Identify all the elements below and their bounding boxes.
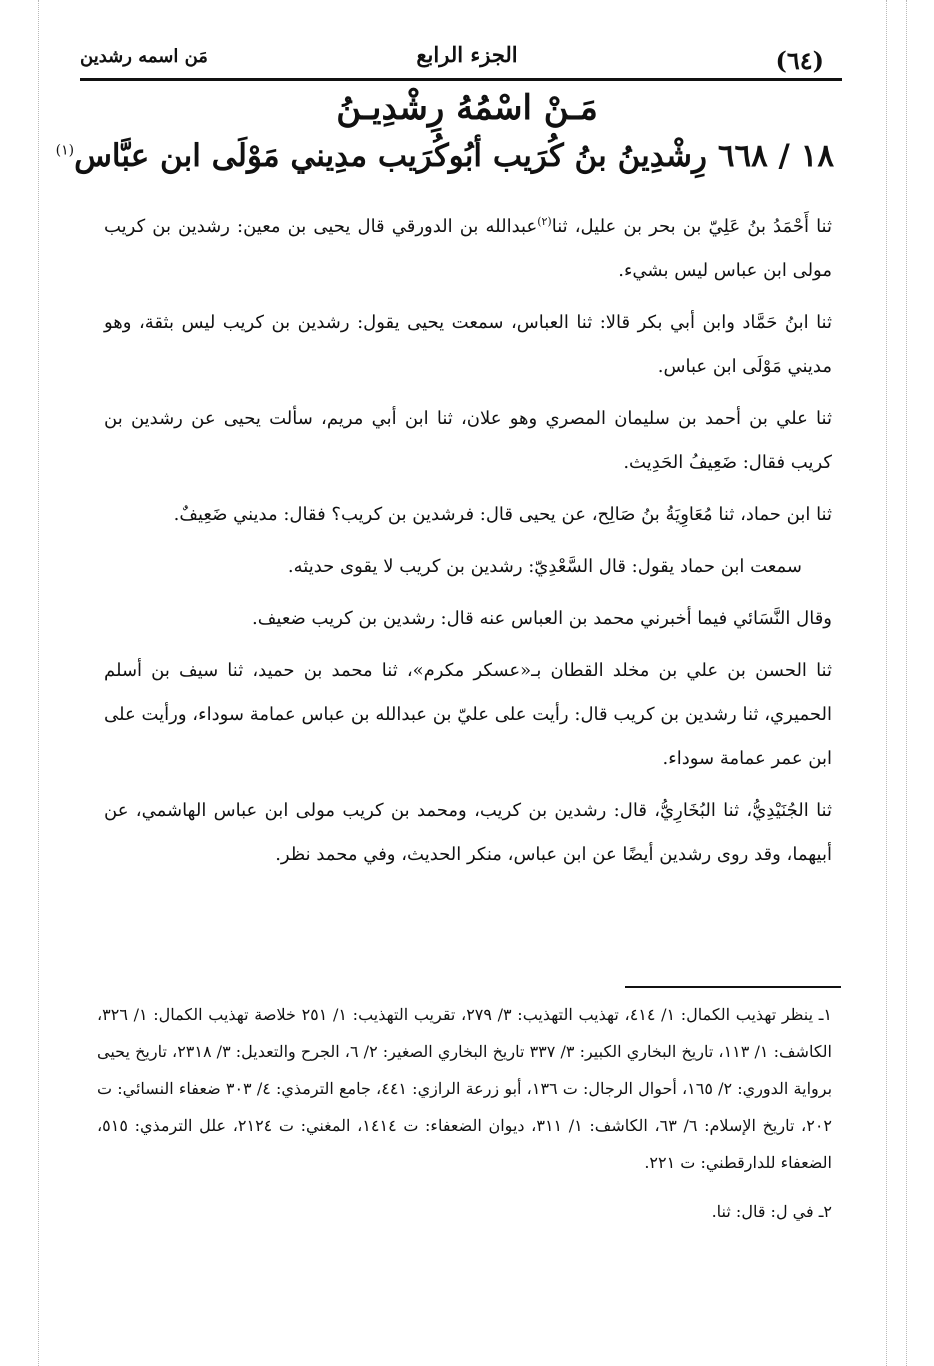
entry-heading-text: ١٨ / ٦٦٨ رِشْدِينُ بنُ كُرَيب أبُوكُرَيب مدِيني مَوْلَى ابن عبَّاس <box>74 138 834 174</box>
paragraph: ثنا الجُنَيْدِيُّ، ثنا البُخَارِيُّ، قال: رشدين بن كريب، ومحمد بن كريب مولى ابن عباس الهاشمي، عن أبيهما، وقد روى رشدين أيضًا عن ابن عباس، منكر الحديث، وفي محمد نظر. <box>104 800 832 865</box>
page-number: (٦٤) <box>775 46 824 75</box>
running-header <box>0 38 934 78</box>
paragraph: ثنا ابن حماد، ثنا مُعَاوِيَةُ بنُ صَالِح، عن يحيى قال: فرشدين بن كريب؟ فقال: مديني ضَعِيفٌ. <box>173 504 832 525</box>
footnote-separator <box>625 986 841 988</box>
paragraph: ثنا ابنُ حَمَّاد وابن أبي بكر قالا: ثنا العباس، سمعت يحيى يقول: رشدين بن كريب ليس بثقة، وهو مديني مَوْلَى ابن عباس. <box>104 312 832 377</box>
footnote-ref-1: (١) <box>55 142 75 159</box>
footnote: ١ـ ينظر تهذيب الكمال: ١/ ٤١٤، تهذيب التهذيب: ٣/ ٢٧٩، تقريب التهذيب: ١/ ٢٥١ خلاصة تهذيب الكمال: ١/ ٣٢٦، الكاشف: ١/ ١١٣، تاريخ البخاري الكبير: ٣/ ٣٣٧ تاريخ البخاري الصغير: ٢/ ٦، الجرح والتعديل: ٣/ ٢٣١٨، تاريخ يحيى برواية الدوري: ٢/ ١٦٥، أحوال الرجال: ت ١٣٦، أبو زرعة الرازي: ٤٤١، جامع الترمذي: ٤/ ٣٠٣ ضعفاء النسائي: ت ٢٠٢، تاريخ الإسلام: ٦/ ٦٣، الكاشف: ١/ ٣١١، ديوان الضعفاء: ت ١٤١٤، المغني: ت ٢١٢٤، علل الترمذي: ٥١٥، الضعفاء للدارقطني: ت ٢٢١. <box>97 1005 833 1172</box>
footnotes <box>97 996 832 1242</box>
entry-heading <box>55 138 834 174</box>
paragraph: ثنا علي بن أحمد بن سليمان المصري وهو علان، ثنا ابن أبي مريم، سألت يحيى عن رشدين بن كريب فقال: ضَعِيفُ الحَدِيث. <box>104 408 832 473</box>
header-rule <box>80 78 842 81</box>
running-section-title: مَن اسمه رشدين <box>80 46 208 67</box>
section-title: مَـنْ اسْمُهُ رِشْدِيـنُ <box>336 88 598 128</box>
paragraph-text: عبدالله بن الدورقي قال يحيى بن معين: رشدين بن كريب مولى ابن عباس ليس بشيء. <box>104 216 832 281</box>
paragraph-text: ثنا أَحْمَدُ بنُ عَلِيّ بن بحر بن عليل، ثنا <box>551 216 833 237</box>
paragraph: سمعت ابن حماد يقول: قال السَّعْدِيّ: رشدين بن كريب لا يقوى حديثه. <box>287 556 802 577</box>
paragraph: وقال النَّسَائي فيما أخبرني محمد بن العباس عنه قال: رشدين بن كريب ضعيف. <box>252 608 832 629</box>
entry-body <box>104 205 832 885</box>
footnote: ٢ـ في ل: قال: ثنا. <box>711 1202 832 1221</box>
paragraph: ثنا الحسن بن علي بن مخلد القطان بـ«عسكر مكرم»، ثنا محمد بن حميد، ثنا سيف بن أسلم الحميري، ثنا رشدين بن كريب قال: رأيت على عليّ بن عبدالله بن عباس عمامة سوداء، ورأيت على ابن عمر عمامة سوداء. <box>104 660 832 769</box>
footnote-ref-2: (٢) <box>537 215 552 228</box>
paragraph <box>104 205 832 293</box>
scan-guide-line <box>906 0 907 1366</box>
scan-guide-line <box>886 0 887 1366</box>
part-title: الجزء الرابع <box>416 42 518 67</box>
scan-guide-line <box>38 0 39 1366</box>
